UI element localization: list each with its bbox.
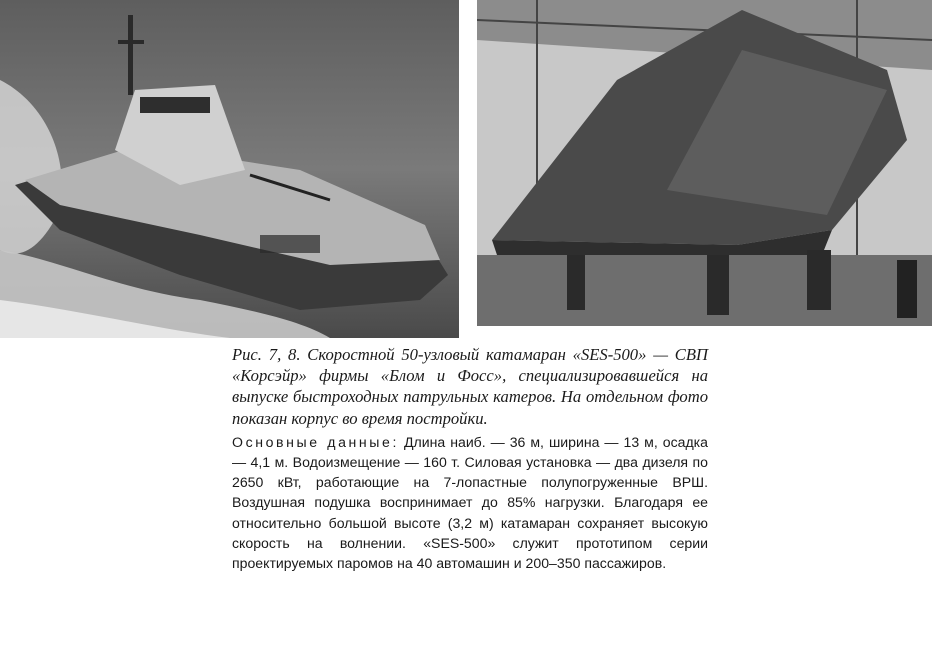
specifications-text: Длина наиб. — 36 м, ширина — 13 м, осадка — 4,1 м. Водоизмещение — 160 т. Силовая установка — два дизеля по 2650 кВт, работающие на 7-лопастные полупогруженные ВРШ. Воздушная подушка воспринимает до 85% нагрузки. Благодаря ее относительно большой высоте (3,2 м) катамаран сохраняет высокую скорость на волнении. «SES-500» служит прототипом серии проектируемых паромов на 40 автомашин и 200–350 пассажиров.: [232, 433, 709, 572]
photo-hull-under-construction: [477, 0, 932, 326]
catamaran-photo-illustration: [0, 0, 459, 338]
figure-caption-block: [232, 344, 708, 573]
specifications-heading: Основные данные:: [232, 433, 399, 450]
hull-construction-illustration: [477, 0, 932, 326]
figure-caption: Рис. 7, 8. Скоростной 50-узловый катамаран «SES-500» — СВП «Корсэйр» фирмы «Блом и Фосс», специализировавшейся на выпуске быстроходных патрульных катеров. На отдельном фото показан корпус во время постройки.: [232, 345, 708, 428]
photo-catamaran-at-speed: [0, 0, 459, 338]
specifications-paragraph: [232, 432, 708, 573]
